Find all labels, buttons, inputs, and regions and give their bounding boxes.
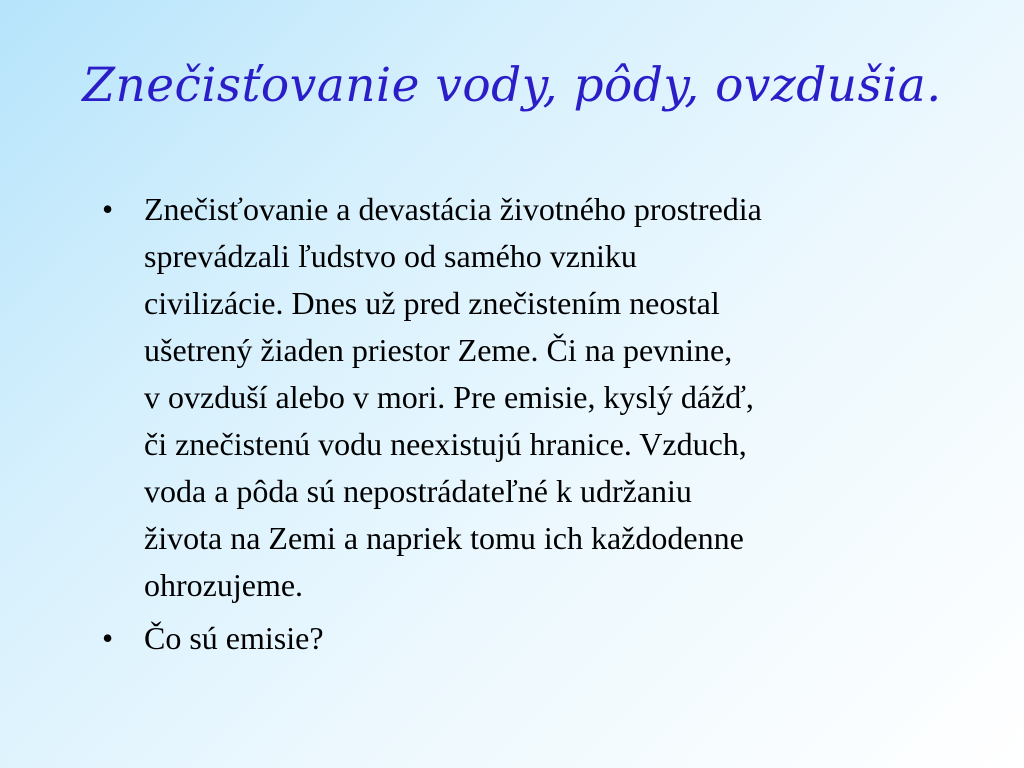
- bullet-list: [100, 186, 920, 668]
- bullet-icon: •: [102, 191, 114, 227]
- slide-title: Znečisťovanie vody, pôdy, ovzdušia.: [82, 58, 942, 113]
- bullet-text: Znečisťovanie a devastácia životného prostredia sprevádzali ľudstvo od samého vzniku civilizácie. Dnes už pred znečistením neostal ušetrený žiaden priestor Zeme. Či na pevnine, v ovzduší alebo v mori. Pre emisie, kyslý dážď, či znečistenú vodu neexistujú hranice. Vzduch, voda a pôda sú nepostrádateľné k udržaniu života na Zemi a napriek tomu ich každodenne ohrozujeme.: [144, 191, 762, 603]
- bullet-item: [100, 615, 920, 662]
- bullet-item: [100, 186, 920, 609]
- bullet-text: Čo sú emisie?: [144, 620, 324, 656]
- bullet-icon: •: [102, 620, 114, 656]
